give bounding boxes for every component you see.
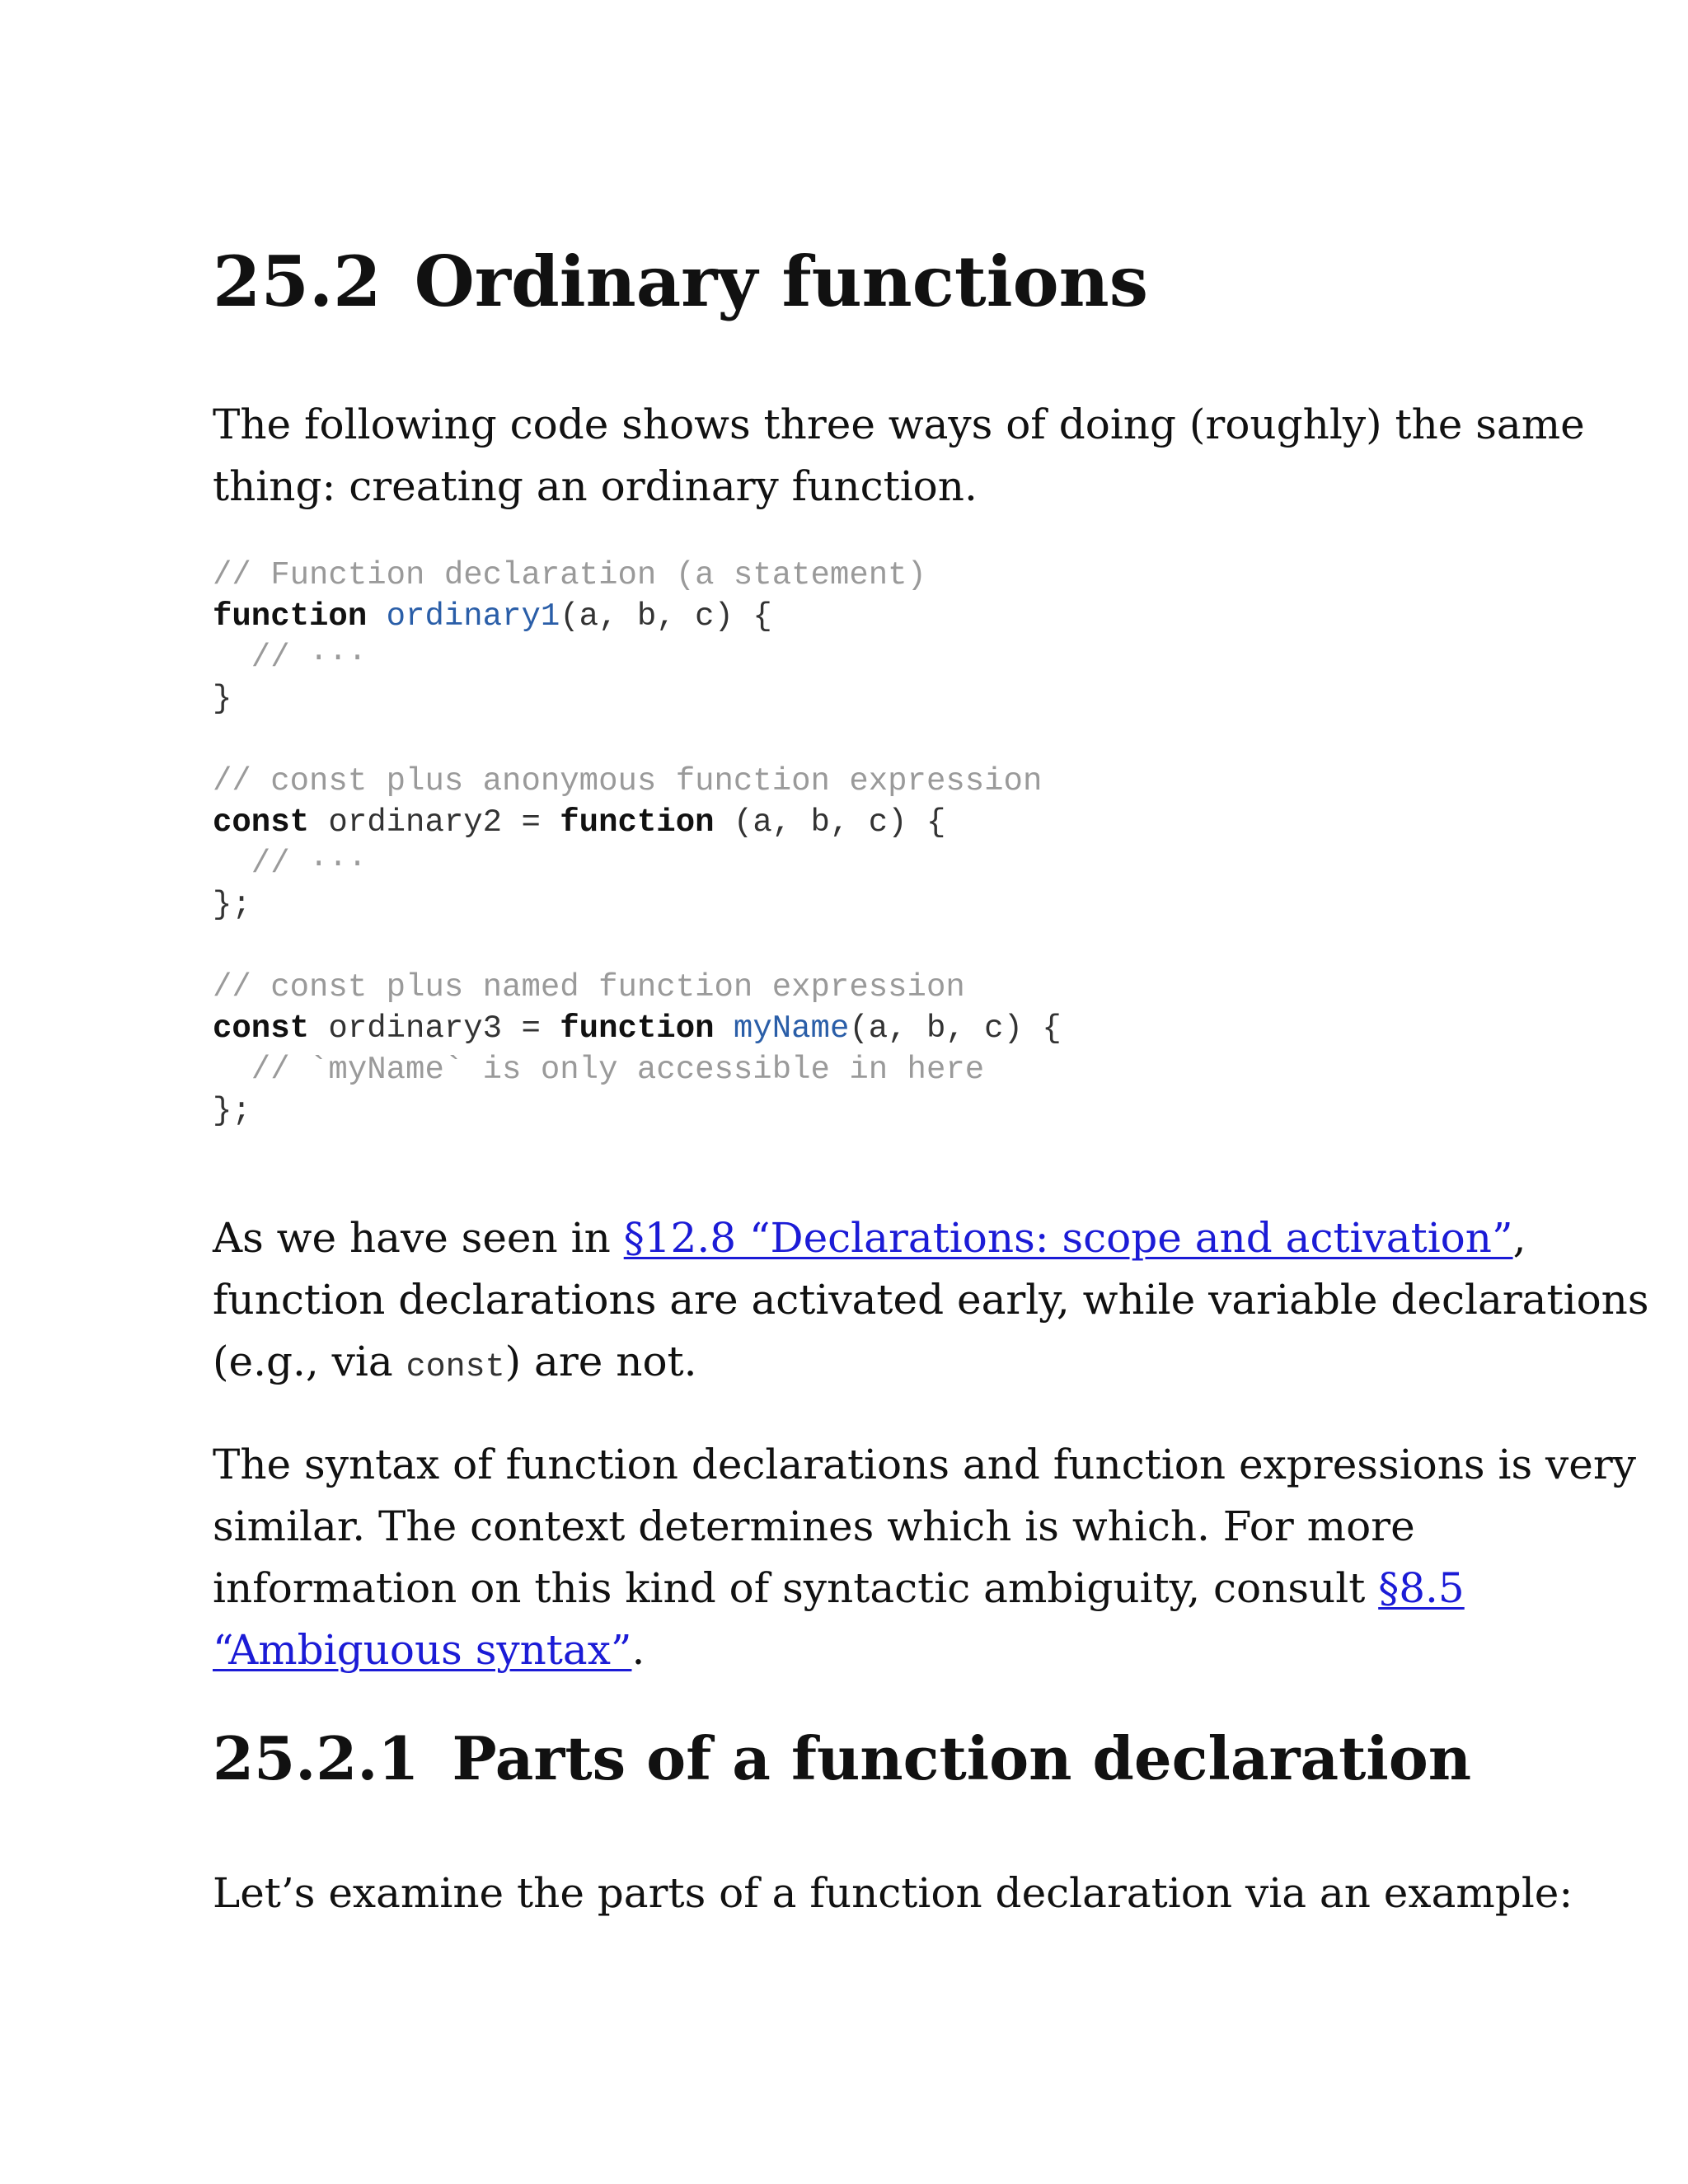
code-comment: // `myName` is only accessible in here [213,1052,985,1088]
code-line [213,1049,1062,1090]
scope-line-2: function declarations are activated early, while variable declarations [213,1276,1649,1324]
code-brace: }; [213,1093,251,1129]
example-paragraph [213,1863,1573,1924]
syntax-line-1: The syntax of function declarations and function expressions is very [213,1441,1636,1488]
code-line [213,596,1062,637]
code-brace: }; [213,887,251,923]
subsection-title: Parts of a function declaration [452,1723,1472,1793]
code-function-name: myName [733,1010,850,1047]
code-line [213,555,1062,596]
code-line [213,1090,1062,1132]
scope-paragraph [213,1207,1649,1399]
code-line [213,761,1062,802]
code-assignment: ordinary3 = [309,1010,560,1047]
code-keyword: const [213,804,310,841]
code-assignment: ordinary2 = [309,804,560,841]
code-block [213,555,1062,1132]
intro-line-1: The following code shows three ways of doing (roughly) the same [213,401,1585,448]
code-line [213,1008,1062,1049]
syntax-line-4: “Ambiguous syntax”. [213,1626,645,1674]
code-comment: // Function declaration (a statement) [213,557,926,593]
code-comment: // const plus named function expression [213,969,965,1005]
syntax-line-3: information on this kind of syntactic ambiguity, consult §8.5 [213,1564,1465,1612]
example-line: Let’s examine the parts of a function declaration via an example: [213,1869,1573,1917]
code-keyword: function [213,598,368,635]
code-blank-line [213,719,1062,761]
scope-prefix: As we have seen in [213,1214,624,1262]
subsection-number: 25.2.1 [213,1723,420,1793]
code-comment: // ··· [213,846,368,882]
code-blank-line [213,926,1062,967]
code-line [213,637,1062,678]
intro-line-2: thing: creating an ordinary function. [213,462,978,510]
subsection-heading [213,1723,1472,1793]
code-line [213,884,1062,926]
code-keyword: function [560,1010,715,1047]
scope-line-1 [213,1207,1526,1269]
code-params: (a, b, c) { [560,598,772,635]
code-comment: // const plus anonymous function expression [213,763,1043,799]
scope-comma: , [1512,1214,1526,1262]
code-keyword: const [213,1010,310,1047]
code-function-name: ordinary1 [386,598,560,635]
declarations-scope-link[interactable]: §12.8 “Declarations: scope and activation” [623,1214,1513,1262]
ambiguous-syntax-link-continued[interactable]: “Ambiguous syntax” [213,1626,632,1674]
code-params: (a, b, c) { [714,804,946,841]
code-brace: } [213,681,232,717]
code-line [213,802,1062,843]
section-title: Ordinary functions [414,241,1149,322]
scope-line-3: (e.g., via const) are not. [213,1338,697,1386]
ambiguous-syntax-link[interactable]: §8.5 [1378,1564,1465,1612]
code-keyword: function [560,804,715,841]
code-comment: // ··· [213,640,368,676]
inline-code-const: const [406,1349,505,1386]
section-heading [213,241,1149,322]
syntax-paragraph [213,1434,1636,1681]
code-params: (a, b, c) { [849,1010,1062,1047]
code-line [213,843,1062,884]
code-line [213,967,1062,1008]
section-number: 25.2 [213,241,382,322]
syntax-line-2: similar. The context determines which is which. For more [213,1502,1415,1550]
intro-paragraph [213,394,1585,518]
code-line [213,678,1062,719]
